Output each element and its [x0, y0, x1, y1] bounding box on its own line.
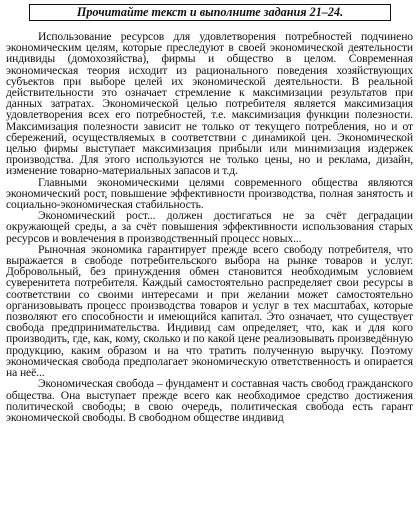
paragraph-resource-goals: Использование ресурсов для удовлетворения потребностей подчинено экономическим целям, которые преследуют в своей экономической деятельности индивиды (домохозяйства), фирмы и общество в целом. Современная экономическая теория исходит из рационального поведения хозяйствующих субъектов при выборе целей их экономической деятельности. В реальной действительности это означает стремление к максимизации результатов при данных затратах. Экономической целью потребителя является максимизация удовлетворения всех его потребностей, т.е. максимизация функции полезности. Максимизация полезности зависит не только от текущего потребления, но и от сбережений, осуществляемых в соответствии с динамикой цен. Экономической целью фирмы выступает максимизация прибыли или минимизация издержек производства. Для этого используются не только цены, но и реклама, дизайн, изменение товарно-материальных запасов и т.д. [6, 30, 413, 178]
paragraph-market-freedom: Рыночная экономика гарантирует прежде всего свободу потребителя, что выражается в свободе потребительского выбора на рынке товаров и услуг. Добровольный, без принуждения обмен становится необходимым условием суверенитета потребителя. Каждый самостоятельно распределяет свои ресурсы в соответствии со своими интересами и при желании может самостоятельно организовывать процесс производства товаров и услуг в тех масштабах, которые позволяют его способности и имеющийся капитал. Это означает, что существует свобода предпринимательства. Индивид сам определяет, что, как и для кого производить, где, как, кому, сколько и по какой цене реализовывать произведённую продукцию, каким образом и на что тратить полученную выручку. Поэтому экономическая свобода предполагает экономическую ответственность и опирается на неё... [6, 242, 413, 380]
paragraph-economic-freedom: Экономическая свобода – фундамент и составная часть свобод гражданского общества. Она выступает прежде всего как необходимое средство достижения политической свободы; в свою очередь, политическая свобода есть гарант экономической свободы. В свободном обществе индивид [6, 377, 413, 424]
task-instruction-box [29, 4, 391, 21]
paragraph-economic-growth: Экономический рост... должен достигаться не за счёт деградации окружающей среды, а за счёт повышения эффективности использования старых ресурсов и вовлечения в производственный процесс новых... [6, 209, 413, 245]
task-instruction-title: Прочитайте текст и выполните задания 21–24. [76, 5, 344, 19]
reading-text [6, 31, 413, 423]
paragraph-society-goals: Главными экономическими целями современного общества являются экономический рост, повышение эффективности производства, полная занятость и социально-экономическая стабильность. [6, 175, 413, 212]
